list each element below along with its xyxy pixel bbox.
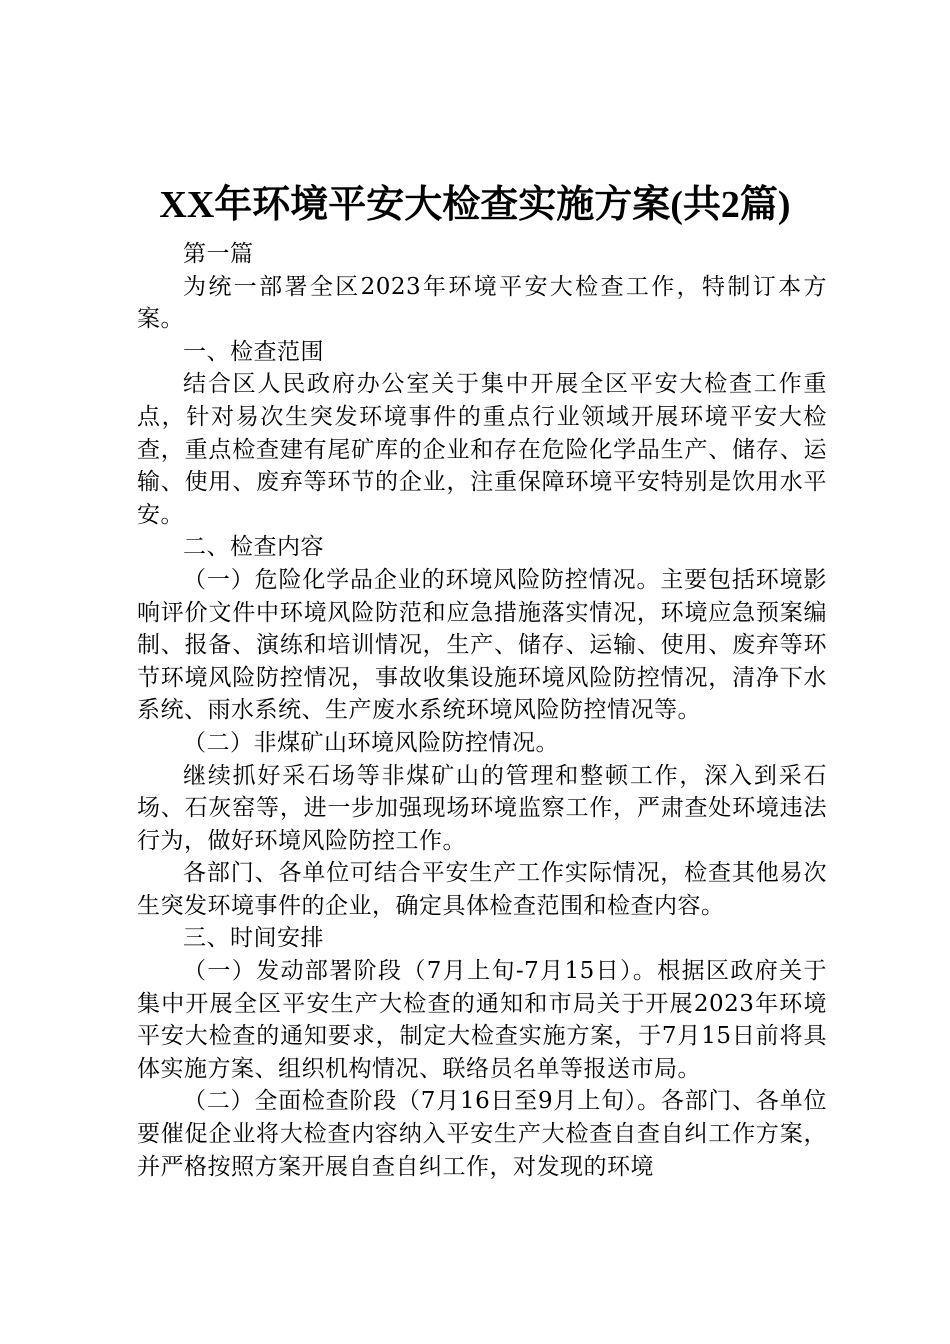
section-heading: 一、检查范围	[183, 338, 324, 365]
document-body	[137, 238, 827, 1183]
body-paragraph: 结合区人民政府办公室关于集中开展全区平安大检查工作重点，针对易次生突发环境事件的重点行业领域开展环境平安大检查，重点检查建有尾矿库的企业和存在危险化学品生产、储存、运输、使用、废弃等环节的企业，注重保障环境平安特别是饮用水平安。	[137, 371, 827, 528]
body-paragraph: （一）发动部署阶段（7月上旬-7月15日）。根据区政府关于集中开展全区平安生产大检查的通知和市局关于开展2023年环境平安大检查的通知要求，制定大检查实施方案，于7月15日前将具体实施方案、组织机构情况、联络员名单等报送市局。	[137, 958, 827, 1082]
section-heading: 二、检查内容	[183, 534, 324, 561]
document-title: XX年环境平安大检查实施方案(共2篇)	[159, 184, 791, 226]
body-paragraph: 为统一部署全区2023年环境平安大检查工作，特制订本方案。	[137, 273, 827, 333]
body-paragraph: 各部门、各单位可结合平安生产工作实际情况，检查其他易次生突发环境事件的企业，确定具体检查范围和检查内容。	[137, 860, 827, 919]
body-paragraph: （二）全面检查阶段（7月16日至9月上旬）。各部门、各单位要催促企业将大检查内容纳入平安生产大检查自查自纠工作方案，并严格按照方案开展自查自纠工作，对发现的环境	[137, 1088, 827, 1180]
section-label: 第一篇	[183, 241, 254, 267]
body-paragraph: 继续抓好采石场等非煤矿山的管理和整顿工作，深入到采石场、石灰窑等，进一步加强现场环境监察工作，严肃查处环境违法行为，做好环境风险防控工作。	[137, 762, 827, 854]
sub-heading: （二）非煤矿山环境风险防控情况。	[183, 729, 559, 756]
body-paragraph: （一）危险化学品企业的环境风险防控情况。主要包括环境影响评价文件中环境风险防范和应急措施落实情况，环境应急预案编制、报备、演练和培训情况，生产、储存、运输、使用、废弃等环节环境风险防控情况，事故收集设施环境风险防控情况，清净下水系统、雨水系统、生产废水系统环境风险防控情况等。	[137, 566, 827, 724]
section-heading: 三、时间安排	[183, 925, 324, 952]
